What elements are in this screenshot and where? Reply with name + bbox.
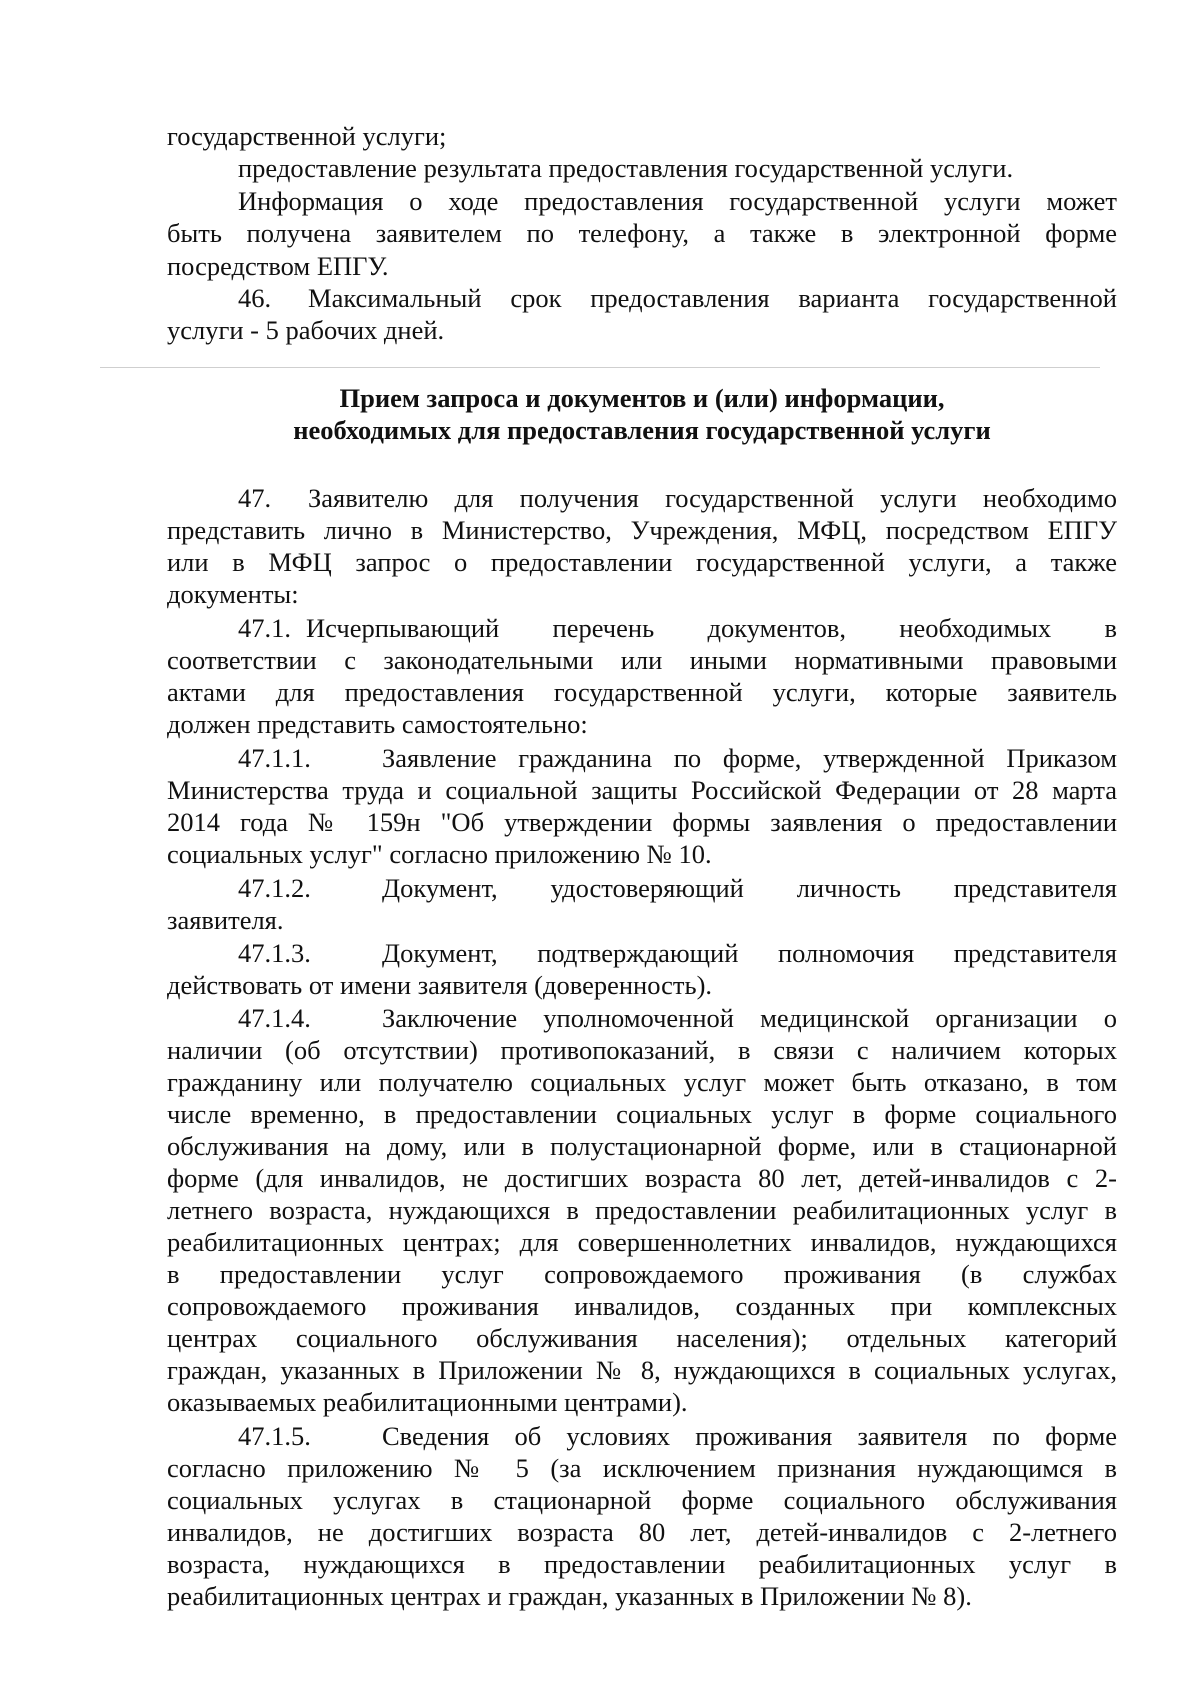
text-line: социальных услугах в стационарной форме социального обслуживания [167,1485,1117,1515]
text-line: гражданину или получателю социальных услуг может быть отказано, в том [167,1067,1117,1097]
text-line: услуги - 5 рабочих дней. [167,315,445,345]
text-line: числе временно, в предоставлении социальных услуг в форме социального [167,1099,1117,1129]
text-line: Министерства труда и социальной защиты Российской Федерации от 28 марта [167,775,1117,805]
paragraph-number: 47.1.4. [238,1003,311,1033]
text-line: согласно приложению № 5 (за исключением признания нуждающимся в [167,1453,1117,1483]
text-line: представить лично в Министерство, Учреждения, МФЦ, посредством ЕПГУ [167,515,1117,545]
text-line: наличии (об отсутствии) противопоказаний, в связи с наличием которых [167,1035,1117,1065]
scan-noise-line [100,367,1100,368]
paragraph-47-1-2-line: 47.1.2. Документ, удостоверяющий личность представителя [238,873,1117,903]
paragraph-47-1-5-line: 47.1.5. Сведения об условиях проживания заявителя по форме [238,1421,1117,1451]
text-line: 2014 года № 159н "Об утверждении формы заявления о предоставлении [167,807,1117,837]
text-line: документы: [167,579,299,609]
text-line: граждан, указанных в Приложении № 8, нуждающихся в социальных услугах, [167,1355,1117,1385]
paragraph-number: 47.1.1. [238,743,311,773]
section-heading-line-1: Прием запроса и документов и (или) информации, [339,383,945,413]
text-line: быть получена заявителем по телефону, а также в электронной форме [167,218,1117,248]
paragraph-number: 47.1.2. [238,873,311,903]
paragraph-46-line [238,282,1117,314]
text-line: форме (для инвалидов, не достигших возраста 80 лет, детей-инвалидов с 2- [167,1163,1117,1193]
text-line: возраста, нуждающихся в предоставлении реабилитационных услуг в [167,1549,1117,1579]
text-line: оказываемых реабилитационными центрами). [167,1387,688,1417]
text-line: Информация о ходе предоставления государственной услуги может [238,186,1117,216]
text-line: реабилитационных центрах и граждан, указанных в Приложении № 8). [167,1581,972,1611]
text-line: сопровождаемого проживания инвалидов, созданных при комплексных [167,1291,1117,1321]
text-line: государственной услуги; [167,121,447,151]
text-line: социальных услуг" согласно приложению № 10. [167,839,712,869]
text-line: заявителя. [167,905,284,935]
text-line: Максимальный срок предоставления варианта государственной [308,283,1117,313]
paragraph-number: 47.1.5. [238,1421,311,1451]
paragraph-number: 47.1.3. [238,938,311,968]
paragraph-47-1-line: 47.1. Исчерпывающий перечень документов, необходимых в [238,613,1117,643]
paragraph-47-1-3-line: 47.1.3. Документ, подтверждающий полномочия представителя [238,938,1117,968]
text-line: должен представить самостоятельно: [167,709,588,739]
paragraph-number: 47. [238,483,272,513]
paragraph-47-line: 47. Заявителю для получения государственной услуги необходимо [238,483,1117,513]
paragraph-47-1-4-line: 47.1.4. Заключение уполномоченной медицинской организации о [238,1003,1117,1033]
text-line: посредством ЕПГУ. [167,251,389,281]
text-line: летнего возраста, нуждающихся в предоставлении реабилитационных услуг в [167,1195,1117,1225]
paragraph-47-1-1-line: 47.1.1. Заявление гражданина по форме, утвержденной Приказом [238,743,1117,773]
text-line: центрах социального обслуживания населения); отдельных категорий [167,1323,1117,1353]
paragraph-number: 47.1. [238,613,291,643]
text-line: инвалидов, не достигших возраста 80 лет, детей-инвалидов с 2-летнего [167,1517,1117,1547]
text-line: соответствии с законодательными или иными нормативными правовыми [167,645,1117,675]
text-line: или в МФЦ запрос о предоставлении государственной услуги, а также [167,547,1117,577]
text-line: актами для предоставления государственной услуги, которые заявитель [167,677,1117,707]
text-line: действовать от имени заявителя (доверенность). [167,970,713,1000]
paragraph-number: 46. [238,283,272,313]
text-line: обслуживания на дому, или в полустационарной форме, или в стационарной [167,1131,1117,1161]
text-line: в предоставлении услуг сопровождаемого проживания (в службах [167,1259,1117,1289]
text-line: предоставление результата предоставления государственной услуги. [238,153,1014,183]
section-heading-line-2: необходимых для предоставления государственной услуги [293,415,991,445]
text-line: реабилитационных центрах; для совершеннолетних инвалидов, нуждающихся [167,1227,1117,1257]
